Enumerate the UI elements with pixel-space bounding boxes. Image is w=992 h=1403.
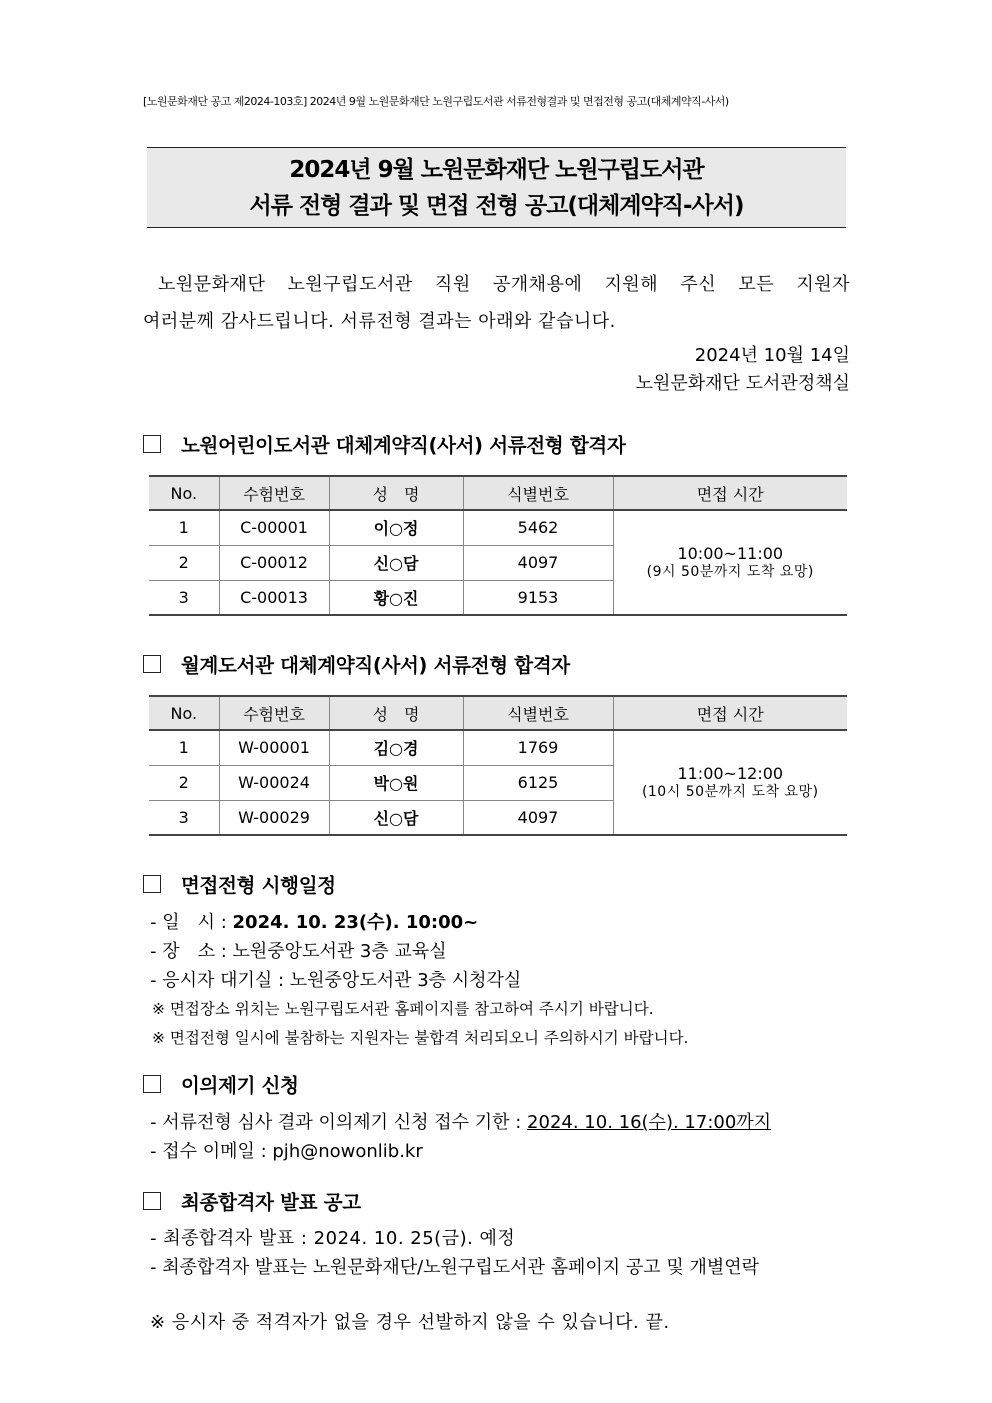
title-box	[147, 147, 846, 228]
section-2-table	[149, 695, 847, 836]
cell-name: 신○담	[329, 545, 463, 580]
interview-schedule-list	[150, 908, 688, 1053]
interview-time-note: (9시 50분까지 도착 요망)	[646, 563, 814, 580]
objection-email: - 접수 이메일 : pjh@nowonlib.kr	[150, 1141, 423, 1162]
cell-interview-time	[613, 730, 847, 835]
cell-no: 2	[149, 765, 219, 800]
header-name: 성 명	[329, 696, 463, 730]
table-row	[149, 510, 847, 545]
header-no: No.	[149, 696, 219, 730]
note-location: ※ 면접장소 위치는 노원구립도서관 홈페이지를 참고하여 주시기 바랍니다.	[152, 1000, 654, 1018]
cell-exam-no: W-00024	[219, 765, 329, 800]
announcement-date: 2024년 10월 14일	[694, 345, 850, 366]
cell-no: 3	[149, 800, 219, 835]
cell-id-no: 1769	[463, 730, 613, 765]
date-block	[636, 342, 850, 398]
title-line-1: 2024년 9월 노원문화재단 노원구립도서관	[289, 156, 704, 183]
section-3-heading	[143, 870, 336, 898]
interview-date-line	[150, 908, 688, 937]
checkbox-icon	[143, 1075, 161, 1093]
cell-name: 김○경	[329, 730, 463, 765]
final-announcement-method: - 최종합격자 발표는 노원문화재단/노원구립도서관 홈페이지 공고 및 개별연락	[150, 1257, 760, 1278]
header-name: 성 명	[329, 476, 463, 510]
cell-exam-no: C-00001	[219, 510, 329, 545]
waiting-room: - 응시자 대기실 : 노원중앙도서관 3층 시청각실	[150, 970, 522, 991]
section-2-heading	[143, 650, 570, 678]
final-announcement-date: - 최종합격자 발표 : 2024. 10. 25(금). 예정	[150, 1228, 516, 1249]
table-header-row	[149, 696, 847, 730]
cell-name: 박○원	[329, 765, 463, 800]
cell-name: 황○진	[329, 580, 463, 615]
interview-time: 10:00~11:00	[677, 543, 784, 563]
section-4-heading	[143, 1070, 299, 1098]
cell-no: 1	[149, 730, 219, 765]
interview-date-value: 2024. 10. 23(수). 10:00~	[232, 912, 479, 933]
final-announcement-list	[150, 1224, 759, 1282]
cell-name: 신○담	[329, 800, 463, 835]
checkbox-icon	[143, 435, 161, 453]
interview-date-label: - 일 시 :	[150, 912, 233, 933]
note-absence: ※ 면접전형 일시에 불참하는 지원자는 불합격 처리되오니 주의하시기 바랍니다.	[152, 1029, 689, 1047]
cell-no: 3	[149, 580, 219, 615]
cell-id-no: 4097	[463, 800, 613, 835]
section-1-table	[149, 475, 847, 616]
intro-line-2: 여러분께 감사드립니다. 서류전형 결과는 아래와 같습니다.	[143, 311, 616, 332]
cell-id-no: 5462	[463, 510, 613, 545]
section-5-title: 최종합격자 발표 공고	[181, 1191, 361, 1214]
section-5-heading	[143, 1187, 361, 1215]
section-1-heading	[143, 430, 626, 458]
cell-name: 이○정	[329, 510, 463, 545]
header-id-no: 식별번호	[463, 696, 613, 730]
header-line: [노원문화재단 공고 제2024-103호] 2024년 9월 노원문화재단 노원구립도서관 서류전형결과 및 면접전형 공고(대체계약직-사서)	[143, 95, 729, 108]
cell-interview-time	[613, 510, 847, 615]
header-interview-time: 면접 시간	[613, 696, 847, 730]
section-3-title: 면접전형 시행일정	[181, 874, 336, 897]
intro-line-1: 노원문화재단 노원구립도서관 직원 공개채용에 지원해 주신 모든 지원자	[158, 274, 850, 295]
cell-id-no: 4097	[463, 545, 613, 580]
interview-time: 11:00~12:00	[677, 763, 784, 783]
checkbox-icon	[143, 1192, 161, 1210]
header-interview-time: 면접 시간	[613, 476, 847, 510]
cell-no: 2	[149, 545, 219, 580]
table-row	[149, 730, 847, 765]
cell-exam-no: W-00001	[219, 730, 329, 765]
header-exam-no: 수험번호	[219, 696, 329, 730]
title-line-2: 서류 전형 결과 및 면접 전형 공고(대체계약직-사서)	[249, 192, 744, 219]
checkbox-icon	[143, 875, 161, 893]
objection-deadline-line	[150, 1108, 771, 1137]
cell-id-no: 9153	[463, 580, 613, 615]
section-2-title: 월계도서관 대체계약직(사서) 서류전형 합격자	[181, 654, 570, 677]
objection-deadline-value: 2024. 10. 16(수). 17:00까지	[527, 1112, 772, 1133]
checkbox-icon	[143, 655, 161, 673]
section-1-title: 노원어린이도서관 대체계약직(사서) 서류전형 합격자	[181, 434, 626, 457]
intro-paragraph	[143, 266, 850, 340]
interview-place: - 장 소 : 노원중앙도서관 3층 교육실	[150, 941, 447, 962]
header-no: No.	[149, 476, 219, 510]
cell-no: 1	[149, 510, 219, 545]
interview-time-note: (10시 50분까지 도착 요망)	[641, 783, 819, 800]
objection-list	[150, 1108, 771, 1166]
cell-exam-no: W-00029	[219, 800, 329, 835]
cell-exam-no: C-00013	[219, 580, 329, 615]
final-note: ※ 응시자 중 적격자가 없을 경우 선발하지 않을 수 있습니다. 끝.	[150, 1312, 670, 1333]
issuer: 노원문화재단 도서관정책실	[635, 373, 850, 394]
objection-deadline-label: - 서류전형 심사 결과 이의제기 신청 접수 기한 :	[150, 1112, 528, 1133]
table-header-row	[149, 476, 847, 510]
cell-exam-no: C-00012	[219, 545, 329, 580]
header-exam-no: 수험번호	[219, 476, 329, 510]
cell-id-no: 6125	[463, 765, 613, 800]
header-id-no: 식별번호	[463, 476, 613, 510]
section-4-title: 이의제기 신청	[181, 1074, 299, 1097]
